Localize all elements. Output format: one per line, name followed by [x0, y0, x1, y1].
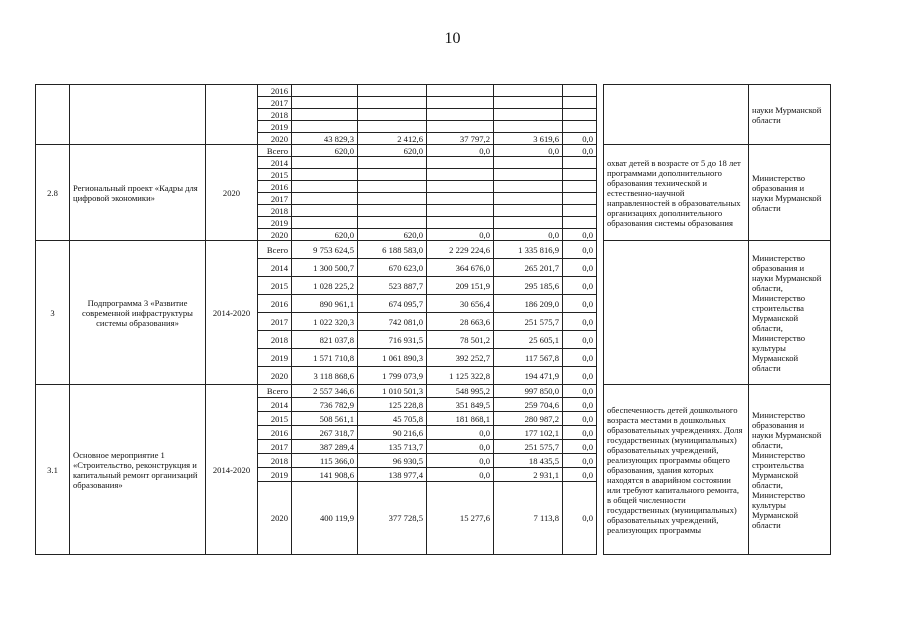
- other-cell: 0,0: [563, 277, 597, 295]
- total-cell: [292, 157, 358, 169]
- total-cell: [292, 169, 358, 181]
- local-cell: [494, 193, 563, 205]
- total-cell: [292, 217, 358, 229]
- row-index: 2.8: [36, 145, 70, 241]
- regional-cell: [427, 217, 494, 229]
- spacer: [597, 85, 604, 145]
- regional-cell: 392 252,7: [427, 349, 494, 367]
- total-cell: [292, 121, 358, 133]
- regional-cell: [427, 109, 494, 121]
- year-cell: 2015: [258, 412, 292, 426]
- local-cell: 997 850,0: [494, 385, 563, 398]
- year-cell: 2015: [258, 277, 292, 295]
- period: [206, 85, 258, 145]
- regional-cell: 0,0: [427, 426, 494, 440]
- year-cell: 2017: [258, 440, 292, 454]
- year-cell: 2018: [258, 454, 292, 468]
- total-cell: 141 908,6: [292, 468, 358, 482]
- year-cell: 2017: [258, 97, 292, 109]
- table-row: [36, 145, 831, 157]
- other-cell: 0,0: [563, 241, 597, 259]
- total-cell: [292, 85, 358, 97]
- other-cell: 0,0: [563, 385, 597, 398]
- table-row: [36, 85, 831, 97]
- regional-cell: 78 501,2: [427, 331, 494, 349]
- executor-text: Министерство образования и науки Мурманской области: [749, 145, 831, 241]
- year-cell: 2020: [258, 367, 292, 385]
- federal-cell: 742 081,0: [358, 313, 427, 331]
- total-cell: 400 119,9: [292, 482, 358, 555]
- local-cell: 194 471,9: [494, 367, 563, 385]
- local-cell: 265 201,7: [494, 259, 563, 277]
- local-cell: 0,0: [494, 229, 563, 241]
- local-cell: [494, 217, 563, 229]
- local-cell: 280 987,2: [494, 412, 563, 426]
- local-cell: [494, 205, 563, 217]
- local-cell: 177 102,1: [494, 426, 563, 440]
- federal-cell: 125 228,8: [358, 398, 427, 412]
- year-cell: 2014: [258, 398, 292, 412]
- activity-name: [70, 85, 206, 145]
- local-cell: 2 931,1: [494, 468, 563, 482]
- federal-cell: [358, 85, 427, 97]
- executor-text: Министерство образования и науки Мурманской области, Министерство строительства Мурманской области, Министерство культуры Мурманской области: [749, 385, 831, 555]
- total-cell: 3 118 868,6: [292, 367, 358, 385]
- local-cell: 295 185,6: [494, 277, 563, 295]
- regional-cell: [427, 181, 494, 193]
- year-cell: 2016: [258, 181, 292, 193]
- other-cell: [563, 85, 597, 97]
- local-cell: 117 567,8: [494, 349, 563, 367]
- regional-cell: 1 125 322,8: [427, 367, 494, 385]
- federal-cell: [358, 205, 427, 217]
- federal-cell: 90 216,6: [358, 426, 427, 440]
- local-cell: 186 209,0: [494, 295, 563, 313]
- year-cell: 2018: [258, 331, 292, 349]
- year-cell: 2020: [258, 133, 292, 145]
- federal-cell: [358, 181, 427, 193]
- other-cell: 0,0: [563, 426, 597, 440]
- other-cell: 0,0: [563, 133, 597, 145]
- federal-cell: 135 713,7: [358, 440, 427, 454]
- total-cell: 890 961,1: [292, 295, 358, 313]
- year-cell: 2014: [258, 157, 292, 169]
- federal-cell: [358, 121, 427, 133]
- federal-cell: 2 412,6: [358, 133, 427, 145]
- other-cell: 0,0: [563, 229, 597, 241]
- row-index: 3.1: [36, 385, 70, 555]
- total-cell: 9 753 624,5: [292, 241, 358, 259]
- year-cell: 2016: [258, 426, 292, 440]
- total-cell: [292, 181, 358, 193]
- federal-cell: [358, 169, 427, 181]
- local-cell: [494, 169, 563, 181]
- federal-cell: 138 977,4: [358, 468, 427, 482]
- table-row: [36, 385, 831, 398]
- other-cell: 0,0: [563, 331, 597, 349]
- total-cell: [292, 205, 358, 217]
- federal-cell: 1 010 501,3: [358, 385, 427, 398]
- regional-cell: [427, 193, 494, 205]
- regional-cell: [427, 169, 494, 181]
- other-cell: 0,0: [563, 398, 597, 412]
- regional-cell: 2 229 224,6: [427, 241, 494, 259]
- regional-cell: 0,0: [427, 229, 494, 241]
- local-cell: 3 619,6: [494, 133, 563, 145]
- regional-cell: 0,0: [427, 468, 494, 482]
- period: 2014-2020: [206, 385, 258, 555]
- federal-cell: 523 887,7: [358, 277, 427, 295]
- year-cell: 2019: [258, 468, 292, 482]
- other-cell: [563, 205, 597, 217]
- regional-cell: 28 663,6: [427, 313, 494, 331]
- federal-cell: 620,0: [358, 229, 427, 241]
- indicator-text: [604, 85, 749, 145]
- regional-cell: [427, 97, 494, 109]
- page-number: 10: [444, 30, 461, 47]
- spacer: [597, 385, 604, 555]
- total-cell: [292, 109, 358, 121]
- local-cell: [494, 181, 563, 193]
- executor-text: Министерство образования и науки Мурманской области, Министерство строительства Мурманской области, Министерство культуры Мурманской области: [749, 241, 831, 385]
- other-cell: [563, 217, 597, 229]
- local-cell: 18 435,5: [494, 454, 563, 468]
- year-cell: Всего: [258, 385, 292, 398]
- year-cell: 2020: [258, 229, 292, 241]
- federal-cell: 6 188 583,0: [358, 241, 427, 259]
- federal-cell: 1 061 890,3: [358, 349, 427, 367]
- federal-cell: 45 705,8: [358, 412, 427, 426]
- local-cell: [494, 97, 563, 109]
- other-cell: 0,0: [563, 295, 597, 313]
- activity-name: Подпрограмма 3 «Развитие современной инфраструктуры системы образования»: [70, 241, 206, 385]
- total-cell: 387 289,4: [292, 440, 358, 454]
- activity-name: Региональный проект «Кадры для цифровой экономики»: [70, 145, 206, 241]
- other-cell: [563, 157, 597, 169]
- other-cell: 0,0: [563, 440, 597, 454]
- regional-cell: 209 151,9: [427, 277, 494, 295]
- year-cell: 2020: [258, 482, 292, 555]
- federal-cell: 620,0: [358, 145, 427, 157]
- year-cell: 2019: [258, 349, 292, 367]
- other-cell: 0,0: [563, 259, 597, 277]
- federal-cell: 377 728,5: [358, 482, 427, 555]
- year-cell: 2019: [258, 217, 292, 229]
- local-cell: 25 605,1: [494, 331, 563, 349]
- regional-cell: [427, 121, 494, 133]
- other-cell: 0,0: [563, 349, 597, 367]
- indicator-text: обеспеченность детей дошкольного возраста местами в дошкольных образовательных учреждениях. Доля государственных (муниципальных) образовательных учреждений, реализующих программы общего образования, здания которых находятся в аварийном состоянии или требуют капитального ремонта, в общей численности государственных (муниципальных) образовательных учреждений, реализующих программы: [604, 385, 749, 555]
- regional-cell: 548 995,2: [427, 385, 494, 398]
- federal-cell: [358, 109, 427, 121]
- other-cell: [563, 121, 597, 133]
- total-cell: 1 300 500,7: [292, 259, 358, 277]
- year-cell: 2018: [258, 205, 292, 217]
- other-cell: [563, 97, 597, 109]
- year-cell: 2014: [258, 259, 292, 277]
- local-cell: 251 575,7: [494, 440, 563, 454]
- federal-cell: 674 095,7: [358, 295, 427, 313]
- activity-name: Основное мероприятие 1 «Строительство, реконструкция и капитальный ремонт организаций образования»: [70, 385, 206, 555]
- budget-table: [35, 84, 831, 555]
- year-cell: 2018: [258, 109, 292, 121]
- total-cell: [292, 193, 358, 205]
- total-cell: 620,0: [292, 145, 358, 157]
- other-cell: 0,0: [563, 454, 597, 468]
- year-cell: 2017: [258, 313, 292, 331]
- total-cell: 43 829,3: [292, 133, 358, 145]
- period: 2020: [206, 145, 258, 241]
- local-cell: [494, 85, 563, 97]
- regional-cell: 15 277,6: [427, 482, 494, 555]
- local-cell: 251 575,7: [494, 313, 563, 331]
- year-cell: 2016: [258, 85, 292, 97]
- local-cell: 259 704,6: [494, 398, 563, 412]
- regional-cell: 0,0: [427, 440, 494, 454]
- year-cell: Всего: [258, 241, 292, 259]
- total-cell: 1 028 225,2: [292, 277, 358, 295]
- year-cell: 2016: [258, 295, 292, 313]
- regional-cell: [427, 157, 494, 169]
- local-cell: [494, 109, 563, 121]
- other-cell: 0,0: [563, 482, 597, 555]
- regional-cell: 0,0: [427, 454, 494, 468]
- row-index: 3: [36, 241, 70, 385]
- total-cell: 267 318,7: [292, 426, 358, 440]
- total-cell: 821 037,8: [292, 331, 358, 349]
- federal-cell: 670 623,0: [358, 259, 427, 277]
- total-cell: 1 022 320,3: [292, 313, 358, 331]
- regional-cell: 181 868,1: [427, 412, 494, 426]
- regional-cell: 351 849,5: [427, 398, 494, 412]
- local-cell: 7 113,8: [494, 482, 563, 555]
- spacer: [597, 241, 604, 385]
- federal-cell: 716 931,5: [358, 331, 427, 349]
- period: 2014-2020: [206, 241, 258, 385]
- total-cell: [292, 97, 358, 109]
- regional-cell: [427, 205, 494, 217]
- row-index: [36, 85, 70, 145]
- federal-cell: [358, 157, 427, 169]
- total-cell: 2 557 346,6: [292, 385, 358, 398]
- spacer: [597, 145, 604, 241]
- indicator-text: [604, 241, 749, 385]
- local-cell: [494, 121, 563, 133]
- executor-text: науки Мурманской области: [749, 85, 831, 145]
- other-cell: [563, 109, 597, 121]
- other-cell: 0,0: [563, 145, 597, 157]
- regional-cell: 364 676,0: [427, 259, 494, 277]
- other-cell: 0,0: [563, 412, 597, 426]
- year-cell: 2017: [258, 193, 292, 205]
- regional-cell: 0,0: [427, 145, 494, 157]
- year-cell: 2019: [258, 121, 292, 133]
- total-cell: 1 571 710,8: [292, 349, 358, 367]
- table-row: [36, 241, 831, 259]
- other-cell: 0,0: [563, 313, 597, 331]
- other-cell: [563, 169, 597, 181]
- total-cell: 736 782,9: [292, 398, 358, 412]
- regional-cell: [427, 85, 494, 97]
- federal-cell: 96 930,5: [358, 454, 427, 468]
- other-cell: 0,0: [563, 367, 597, 385]
- year-cell: Всего: [258, 145, 292, 157]
- other-cell: [563, 181, 597, 193]
- local-cell: [494, 157, 563, 169]
- total-cell: 115 366,0: [292, 454, 358, 468]
- federal-cell: 1 799 073,9: [358, 367, 427, 385]
- federal-cell: [358, 193, 427, 205]
- other-cell: 0,0: [563, 468, 597, 482]
- year-cell: 2015: [258, 169, 292, 181]
- other-cell: [563, 193, 597, 205]
- regional-cell: 37 797,2: [427, 133, 494, 145]
- total-cell: 620,0: [292, 229, 358, 241]
- indicator-text: охват детей в возрасте от 5 до 18 лет программами дополнительного образования технической и естественно-научной направленностей в образовательных организациях дополнительного образования системы образования: [604, 145, 749, 241]
- total-cell: 508 561,1: [292, 412, 358, 426]
- local-cell: 0,0: [494, 145, 563, 157]
- federal-cell: [358, 97, 427, 109]
- federal-cell: [358, 217, 427, 229]
- regional-cell: 30 656,4: [427, 295, 494, 313]
- local-cell: 1 335 816,9: [494, 241, 563, 259]
